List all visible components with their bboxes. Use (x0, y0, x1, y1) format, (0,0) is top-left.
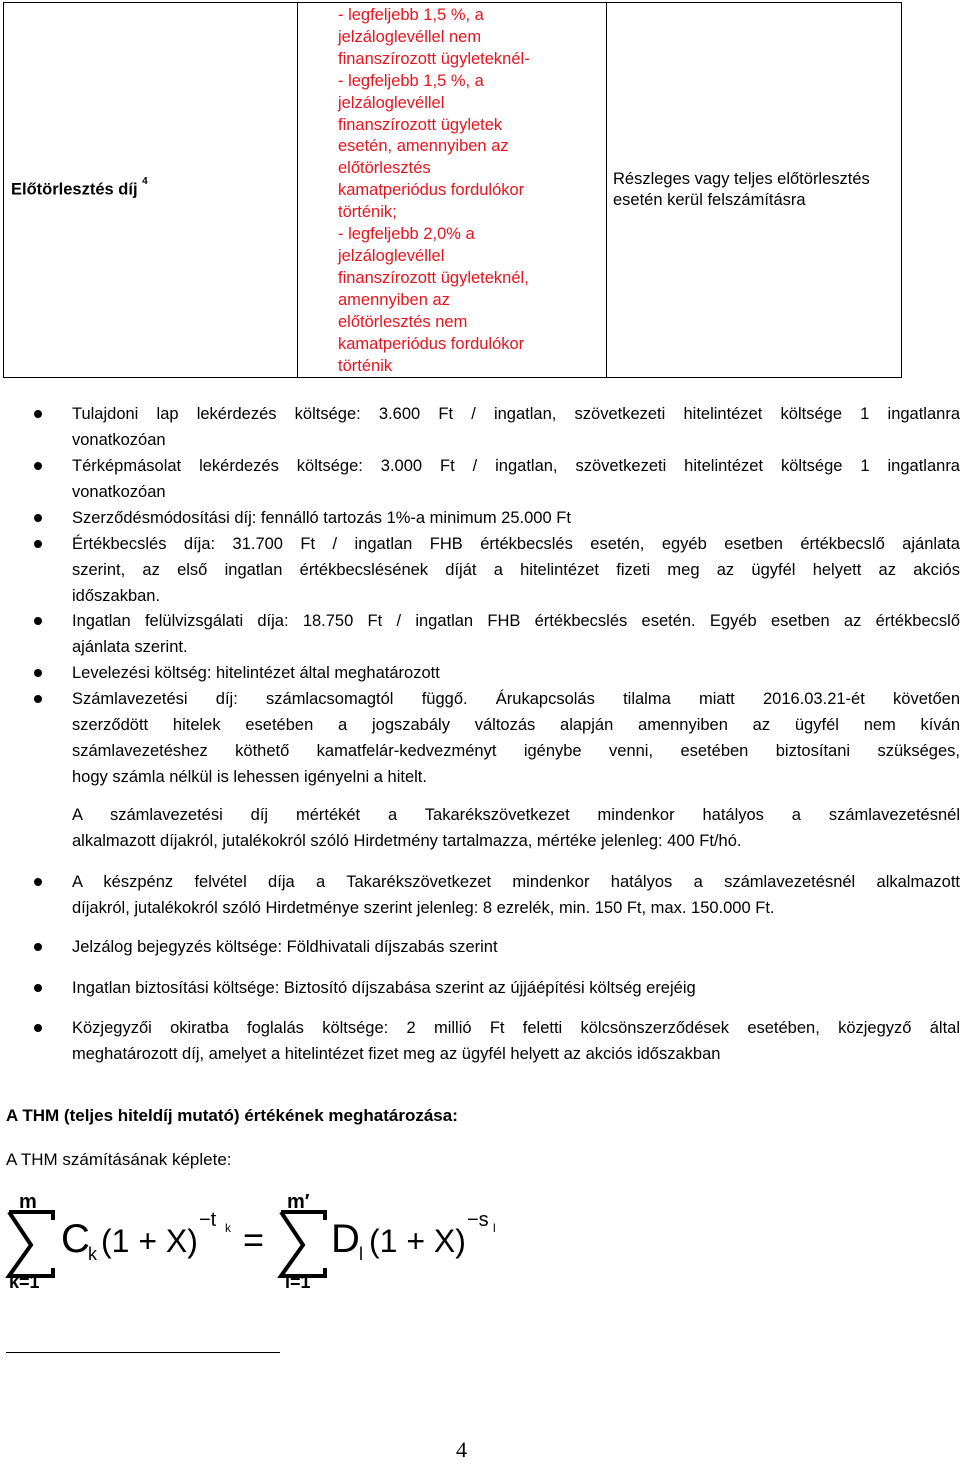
term-symbol: C (61, 1217, 90, 1261)
term-paren: (1 + X) (101, 1223, 198, 1259)
list-item-line: Levelezési költség: hitelintézet által meghatározott (72, 664, 440, 682)
list-item-line: Számlavezetési díj: számlacsomagtól függő. Árukapcsolás tilalma miatt 2016.03.21-ét követően (72, 690, 960, 708)
fee-table (3, 2, 902, 378)
bullet-icon (34, 984, 42, 992)
list-item-line: időszakban. (72, 587, 161, 605)
sigma-icon (9, 1212, 53, 1276)
list-item (72, 660, 960, 686)
fee-note-cell (607, 3, 902, 378)
list-item-line: Ingatlan felülvizsgálati díja: 18.750 Ft / ingatlan FHB értékbecslés esetén. Egyéb esetben az értékbecslő (72, 612, 960, 630)
fee-condition-line: jelzáloglevéllel nem (338, 27, 482, 46)
list-item (72, 453, 960, 505)
fee-condition-line: előtörlesztés nem (338, 312, 468, 331)
list-item-line: szerződött hitelek esetében a jogszabály változás alapján amennyiben az ügyfél nem kíván (72, 716, 960, 734)
fee-condition-line: jelzáloglevéllel (338, 246, 445, 265)
fee-condition-line: kamatperiódus fordulókor (338, 181, 525, 200)
thm-formula-label: A THM számításának képlete: (6, 1150, 232, 1169)
list-item (72, 686, 960, 790)
fee-note-line: Részleges vagy teljes előtörlesztés (613, 170, 870, 189)
term-exponent: −t (199, 1209, 217, 1231)
page-number: 4 (456, 1437, 467, 1462)
list-item (72, 505, 960, 531)
bullet-icon (34, 410, 42, 418)
fee-conditions (338, 5, 606, 377)
bullet-icon (34, 617, 42, 625)
fee-condition-line: - legfeljebb 1,5 %, a (338, 6, 484, 24)
list-item-line: Értékbecslés díja: 31.700 Ft / ingatlan FHB értékbecslés esetén, egyéb esetben értékbecslő ajánlata (72, 535, 960, 553)
fee-label-cell (4, 3, 298, 378)
list-item-line: Térképmásolat lekérdezés költsége: 3.000 Ft / ingatlan, szövetkezeti hitelintézet költsége 1 ingatlanra (72, 457, 960, 475)
list-item (72, 934, 960, 960)
list-item-line: A készpénz felvétel díja a Takarékszövetkezet mindenkor hatályos a számlavezetésnél alkalmazott (72, 873, 960, 891)
list-item-line: meghatározott díj, amelyet a hitelintézet fizet meg az ügyfél helyett az akciós időszakban (72, 1045, 721, 1063)
term-subscript: k (88, 1244, 97, 1264)
term-exponent-sub: l (493, 1221, 496, 1235)
term-subscript: l (359, 1244, 363, 1264)
term-exponent-sub: k (225, 1221, 231, 1235)
bullet-icon (34, 514, 42, 522)
paragraph-line: alkalmazott díjakról, jutalékokról szóló Hirdetmény tartalmazza, mértéke jelenleg: 400 Ft/hó. (72, 832, 742, 850)
list-item-line: hogy számla nélkül is lehessen igényelni a hitelt. (72, 768, 427, 786)
list-item (72, 401, 960, 453)
list-item-line: Jelzálog bejegyzés költsége: Földhivatali díjszabás szerint (72, 938, 498, 956)
term-paren: (1 + X) (369, 1223, 466, 1259)
table-row (4, 3, 902, 378)
fee-condition-line: kamatperiódus fordulókor (338, 334, 525, 353)
bullet-icon (34, 540, 42, 548)
list-item (72, 975, 960, 1001)
fee-condition-line: amennyiben az (338, 290, 450, 309)
bullet-icon (34, 462, 42, 470)
paragraph-line: A számlavezetési díj mértékét a Takarékszövetkezet mindenkor hatályos a számlavezetésnél (72, 806, 960, 824)
fee-condition-line: - legfeljebb 1,5 %, a (338, 71, 484, 90)
equals-sign: = (243, 1219, 265, 1260)
bullet-icon (34, 669, 42, 677)
list-item (72, 1015, 960, 1067)
list-item-line: vonatkozóan (72, 431, 166, 449)
list-item-line: díjakról, jutalékokról szóló Hirdetménye szerint jelenleg: 8 ezrelék, min. 150 Ft, max. 150.000 Ft. (72, 899, 775, 917)
list-item-line: Ingatlan biztosítási költsége: Biztosító díjszabása szerint az újjáépítési költség erejéig (72, 979, 696, 997)
list-item (72, 531, 960, 609)
bullet-icon (34, 695, 42, 703)
list-item-line: számlavezetéshez köthető kamatfelár-kedvezményt igénybe venni, esetében biztosítani szükséges, (72, 742, 960, 760)
term-exponent: −s (467, 1209, 489, 1231)
term-symbol: D (331, 1217, 360, 1261)
account-fee-paragraph (72, 802, 960, 854)
list-item-line: ajánlata szerint. (72, 638, 188, 656)
sum-lower-limit: l=1 (285, 1272, 311, 1290)
list-item-line: vonatkozóan (72, 483, 166, 501)
bullet-icon (34, 943, 42, 951)
fee-condition-line: esetén, amennyiben az (338, 137, 509, 156)
fee-condition-line: - legfeljebb 2,0% a (338, 225, 475, 244)
list-item-line: Szerződésmódosítási díj: fennálló tartozás 1%-a minimum 25.000 Ft (72, 509, 571, 527)
bullet-icon (34, 1024, 42, 1032)
fee-condition-line: finanszírozott ügyletek (338, 115, 503, 134)
sum-upper-limit: m (19, 1191, 37, 1213)
bullet-icon (34, 878, 42, 886)
footnote-divider (6, 1352, 280, 1353)
list-item-line: Közjegyzői okiratba foglalás költsége: 2 millió Ft feletti kölcsönszerződések esetében, közjegyző által (72, 1019, 960, 1037)
fee-condition-line: előtörlesztés (338, 159, 431, 178)
fee-note-line: esetén kerül felszámításra (613, 191, 806, 210)
fee-condition-line: finanszírozott ügyleteknél- (338, 49, 530, 68)
fee-condition-line: jelzáloglevéllel (338, 93, 445, 112)
fee-conditions-cell (298, 3, 607, 378)
list-item-line: Tulajdoni lap lekérdezés költsége: 3.600 Ft / ingatlan, szövetkezeti hitelintézet költsége 1 ingatlanra (72, 405, 960, 423)
footnote-marker: 4 (142, 176, 148, 188)
fee-condition-line: finanszírozott ügyleteknél, (338, 268, 529, 287)
list-item (72, 869, 960, 921)
fee-condition-line: történik; (338, 203, 397, 222)
fee-label: Előtörlesztés díj (11, 180, 138, 199)
fee-condition-line: történik (338, 356, 393, 375)
sum-upper-limit: m′ (287, 1191, 310, 1213)
sigma-icon (281, 1212, 325, 1276)
list-item-line: szerint, az első ingatlan értékbecslésének díját a hitelintézet fizeti meg az ügyfél helyett az akciós (72, 561, 960, 579)
thm-formula (5, 1190, 505, 1290)
sum-lower-limit: k=1 (9, 1272, 40, 1290)
list-item (72, 608, 960, 660)
thm-heading: A THM (teljes hiteldíj mutató) értékének meghatározása: (6, 1106, 458, 1125)
